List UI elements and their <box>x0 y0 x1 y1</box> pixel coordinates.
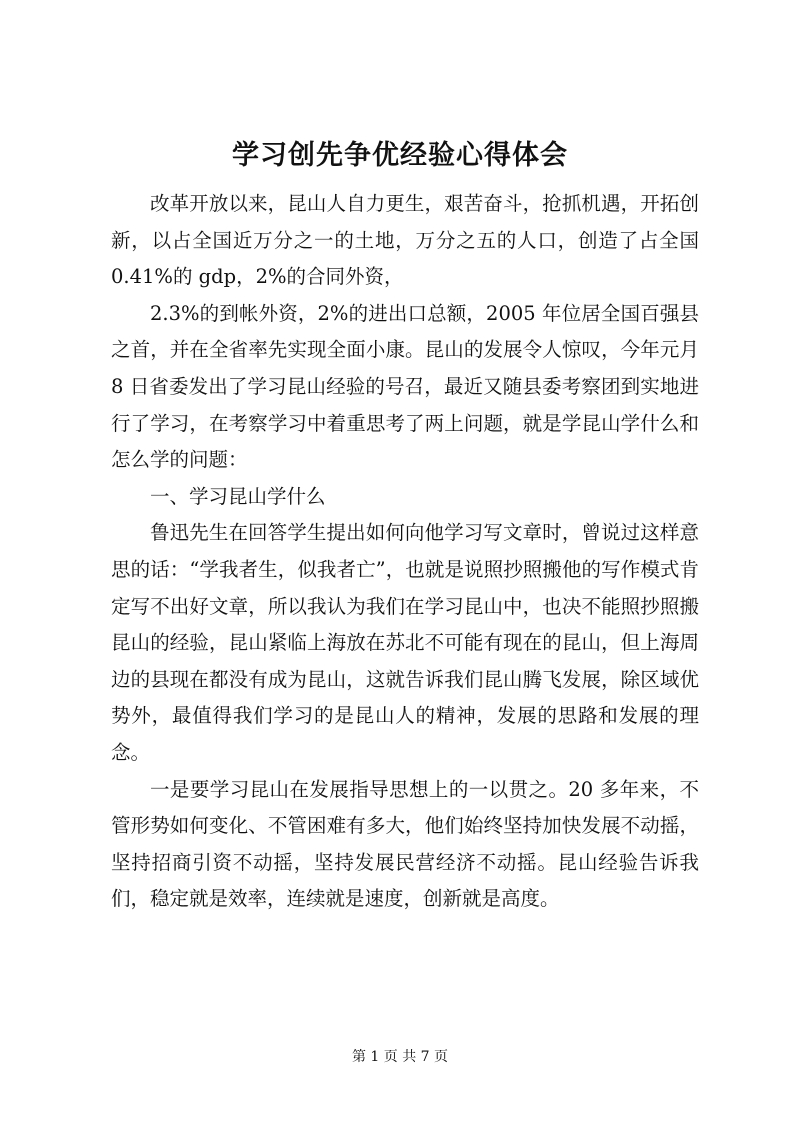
paragraph-2: 2.3%的到帐外资，2%的进出口总额，2005 年位居全国百强县之首，并在全省率先实现全面小康。昆山的发展令人惊叹，今年元月 8 日省委发出了学习昆山经验的号召，最近又随县委考察团到实地进行了学习，在考察学习中着重思考了两上问题，就是学昆山学什么和怎么学的问题： <box>111 301 699 472</box>
paragraph-3: 鲁迅先生在回答学生提出如何向他学习写文章时，曾说过这样意思的话：“学我者生，似我者亡”，也就是说照抄照搬他的写作模式肯定写不出好文章，所以我认为我们在学习昆山中，也决不能照抄照搬昆山的经验，昆山紧临上海放在苏北不可能有现在的昆山，但上海周边的县现在都没有成为昆山，这就告诉我们昆山腾飞发展，除区域优势外，最值得我们学习的是昆山人的精神，发展的思路和发展的理念。 <box>111 521 699 764</box>
section-heading: 一、学习昆山学什么 <box>150 484 326 508</box>
paragraph-4: 一是要学习昆山在发展指导思想上的一以贯之。20 多年来，不管形势如何变化、不管困难有多大，他们始终坚持加快发展不动摇，坚持招商引资不动摇，坚持发展民营经济不动摇。昆山经验告诉我们，稳定就是效率，连续就是速度，创新就是高度。 <box>111 777 699 911</box>
page-footer: 第 1 页 共 7 页 <box>351 1049 449 1065</box>
paragraph-1: 改革开放以来，昆山人自力更生，艰苦奋斗，抢抓机遇，开拓创新，以占全国近万分之一的土地，万分之五的人口，创造了占全国 0.41%的 gdp，2%的合同外资， <box>111 192 699 289</box>
document-body <box>111 186 699 918</box>
document-title: 学习创先争优经验心得体会 <box>232 140 568 171</box>
